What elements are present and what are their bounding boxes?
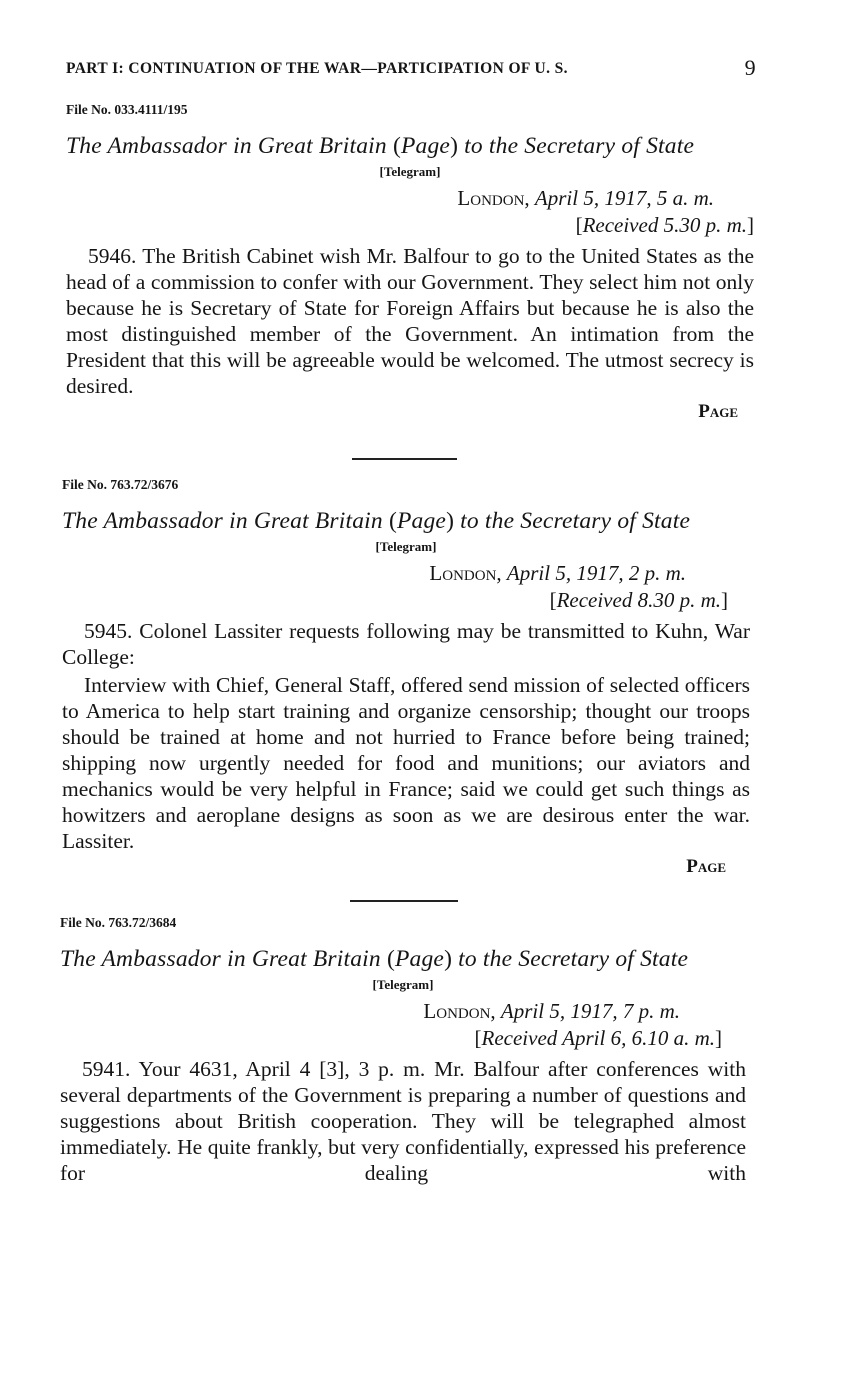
- document-title: The Ambassador in Great Britain (Page) to the Secretary of State: [66, 133, 695, 159]
- signature: Page: [686, 856, 726, 877]
- divider-rule: [352, 458, 457, 460]
- dateline: London, April 5, 1917, 5 a. m.: [457, 186, 714, 210]
- dateline: London, April 5, 1917, 7 p. m.: [423, 999, 680, 1023]
- received-line: [Received 5.30 p. m.]: [575, 213, 754, 237]
- paragraph: 5945. Colonel Lassiter requests following may be transmitted to Kuhn, War College:: [62, 619, 750, 669]
- document-2: [62, 476, 750, 878]
- file-number: File No. 763.72/3684: [60, 915, 177, 930]
- paragraph: 5946. The British Cabinet wish Mr. Balfour to go to the United States as the head of a commission to confer with our Government. They select him not only because he is Secretary of State for Foreign Affairs but because he is also the most distinguished member of the Government. An intimation from the President that this will be agreeable would be welcomed. The utmost secrecy is desired.: [66, 244, 754, 398]
- running-head-title: PART I: CONTINUATION OF THE WAR—PARTICIPATION OF U. S.: [66, 60, 568, 77]
- paragraph: Interview with Chief, General Staff, offered send mission of selected officers to America to help start training and organize censorship; thought our troops should be trained at home and not hurried to France before being trained; shipping now urgently needed for food and munitions; our aviators and mechanics would be very helpful in France; said we could get such things as howitzers and aeroplane designs as soon as we are desirous enter the war. Lassiter.: [62, 673, 750, 853]
- received-line: [Received 8.30 p. m.]: [549, 588, 728, 612]
- file-number: File No. 033.4111/195: [66, 102, 188, 117]
- divider-rule: [350, 900, 458, 902]
- document-1: [66, 101, 754, 423]
- telegram-label: [Telegram]: [379, 164, 441, 179]
- received-line: [Received April 6, 6.10 a. m.]: [474, 1026, 722, 1050]
- signature: Page: [698, 401, 738, 422]
- telegram-label: [Telegram]: [372, 977, 434, 992]
- page-number: 9: [744, 55, 756, 80]
- file-number: File No. 763.72/3676: [62, 477, 179, 492]
- document-title: The Ambassador in Great Britain (Page) to the Secretary of State: [62, 508, 691, 534]
- paragraph: 5941. Your 4631, April 4 [3], 3 p. m. Mr. Balfour after conferences with several departments of the Government is preparing a number of questions and suggestions about British cooperation. They will be telegraphed almost immediately. He quite frankly, but very confidentially, expressed his preference for dealing with: [60, 1057, 746, 1185]
- dateline: London, April 5, 1917, 2 p. m.: [429, 561, 686, 585]
- document-title: The Ambassador in Great Britain (Page) to the Secretary of State: [60, 946, 689, 972]
- document-3: [60, 914, 746, 1186]
- telegram-label: [Telegram]: [375, 539, 437, 554]
- running-head: [66, 55, 756, 80]
